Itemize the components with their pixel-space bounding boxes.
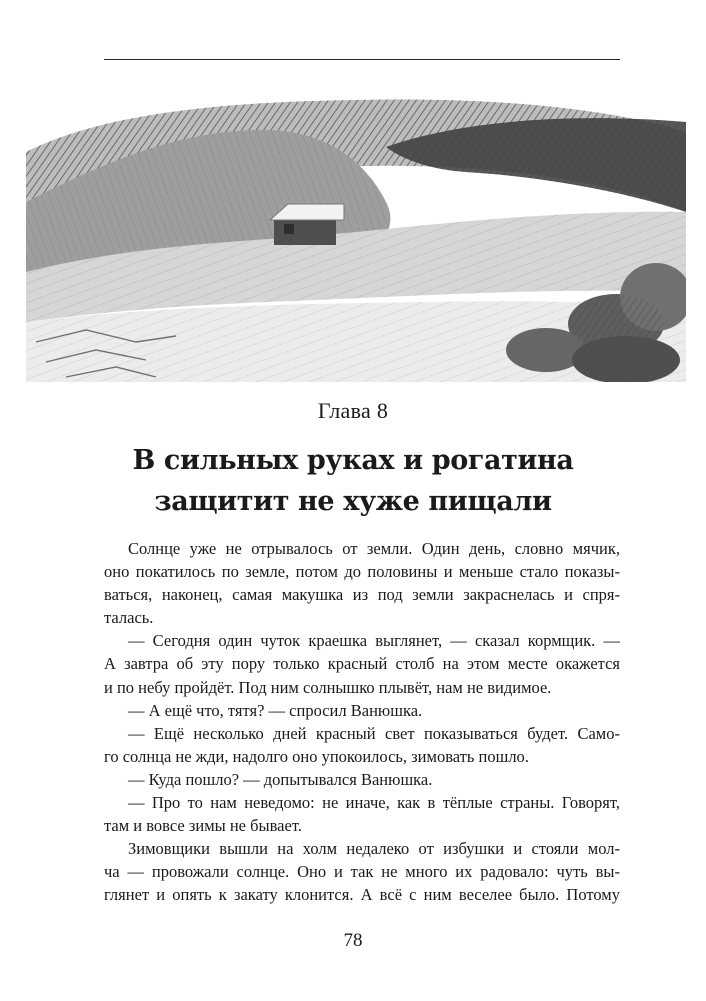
- chapter-title-line: В сильных руках и рогатина: [132, 445, 574, 476]
- header-rule: [104, 59, 620, 60]
- text-line: — Ещё несколько дней красный свет показываться будет. Само-: [128, 723, 620, 743]
- text-line: го солнца не жди, надолго оно упокоилось, зимовать пошло.: [104, 746, 529, 766]
- landscape-illustration: [26, 92, 686, 382]
- text-line: — Куда пошло? — допытывался Ванюшка.: [128, 769, 433, 789]
- text-line: там и вовсе зимы не бывает.: [104, 816, 302, 836]
- text-line: А завтра об эту пору только красный столб на этом месте окажется: [104, 654, 620, 674]
- text-line: талась.: [104, 608, 154, 628]
- text-line: — Про то нам неведомо: не иначе, как в тёплые страны. Говорят,: [128, 793, 620, 813]
- text-line: Зимовщики вышли на холм недалеко от избушки и стояли мол-: [128, 839, 620, 859]
- text-line: — А ещё что, тятя? — спросил Ванюшка.: [128, 700, 423, 720]
- chapter-label: Глава 8: [317, 398, 389, 423]
- text-line: Солнце уже не отрывалось от земли. Один день, словно мячик,: [128, 539, 620, 558]
- text-line: глянет и опять к закату клонится. А всё с ним веселее было. Потому: [104, 885, 620, 905]
- chapter-title-line: защитит не хуже пищали: [154, 486, 552, 517]
- text-line: — Сегодня один чуток краешка выглянет, — сказал кормщик. —: [128, 631, 620, 651]
- chapter-title: [60, 440, 646, 522]
- text-line: ча — провожали солнце. Оно и так не много их радовало: чуть вы-: [104, 862, 620, 882]
- page-number: 78: [343, 930, 363, 951]
- body-text: [104, 537, 620, 907]
- text-line: и по небу пройдёт. Под ним солнышко плывёт, нам не видимое.: [104, 677, 552, 697]
- text-line: оно покатилось по земле, потом до половины и меньше стало показы-: [104, 562, 620, 582]
- text-line: ваться, наконец, самая макушка из под земли закраснелась и спря-: [104, 585, 620, 605]
